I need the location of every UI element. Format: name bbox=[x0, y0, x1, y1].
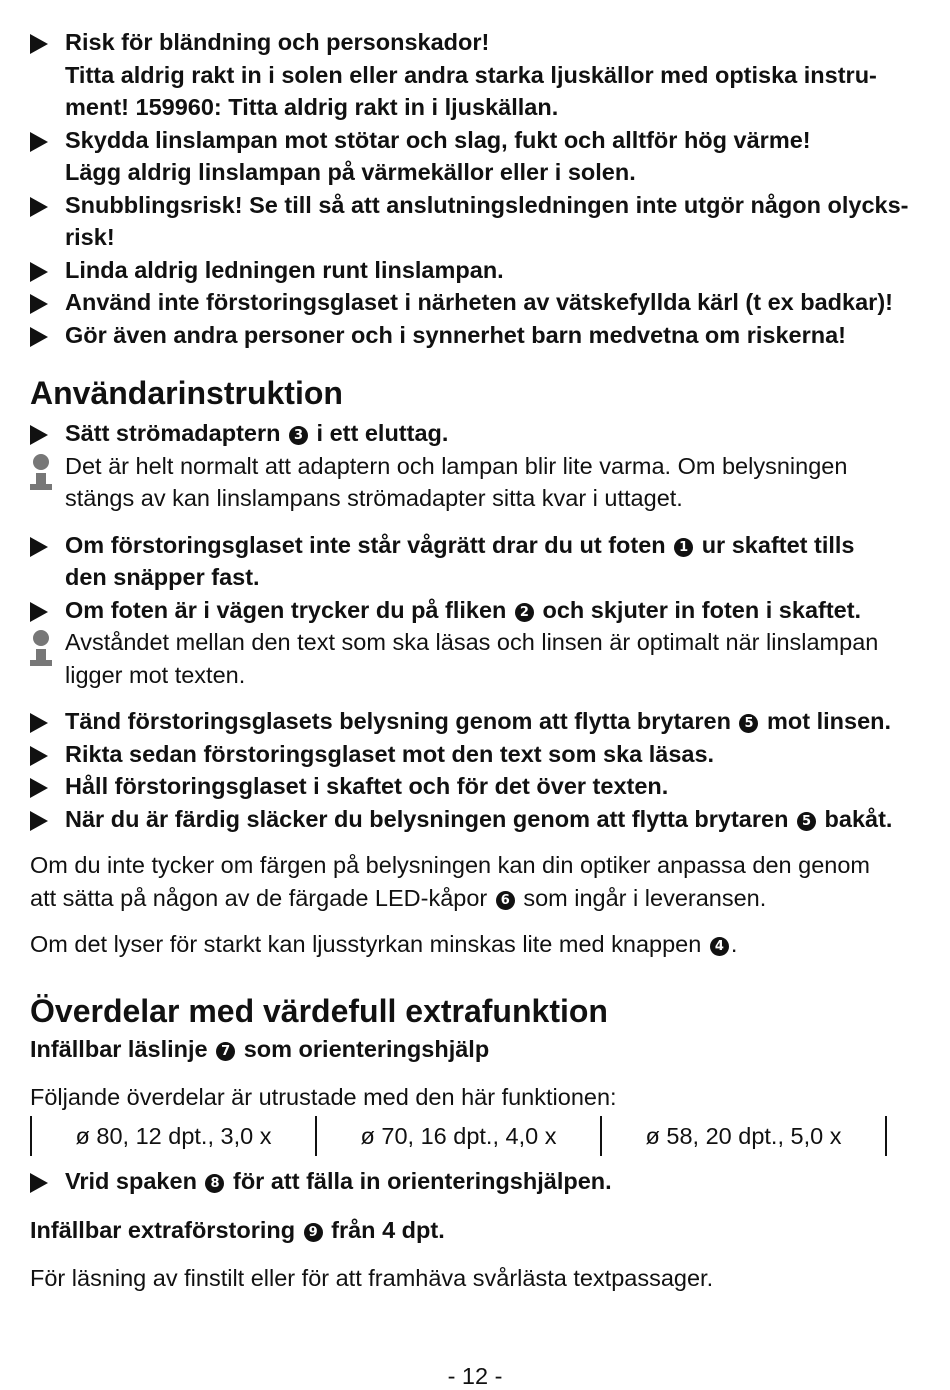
arrow-bullet-icon bbox=[30, 197, 48, 217]
warning-text: risk! bbox=[65, 224, 115, 250]
intro-text: Följande överdelar är utrustade med den här funktionen: bbox=[30, 1083, 617, 1110]
instruction-step: Om förstoringsglaset inte står vågrätt drar du ut foten 1 ur skaftet tills den snäpper fast. bbox=[30, 529, 910, 594]
instruction-step: Sätt strömadaptern 3 i ett eluttag. bbox=[30, 417, 910, 450]
info-note: Det är helt normalt att adaptern och lampan blir lite varma. Om belysningen stängs av kan linslampans strömadapter sitta kvar i uttaget. bbox=[30, 450, 910, 515]
warning-text: Skydda linslampan mot stötar och slag, fukt och alltför hög värme! bbox=[65, 126, 811, 153]
number-marker-icon: 9 bbox=[304, 1223, 323, 1242]
divider bbox=[885, 1116, 887, 1156]
warning-item bbox=[30, 286, 910, 319]
number-marker-icon: 4 bbox=[710, 937, 729, 956]
warning-text: Lägg aldrig linslampan på värmekällor eller i solen. bbox=[65, 159, 636, 185]
info-icon bbox=[30, 630, 52, 670]
arrow-bullet-icon bbox=[30, 34, 48, 54]
warning-item bbox=[30, 124, 910, 189]
instruction-step: Rikta sedan förstoringsglaset mot den text som ska läsas. bbox=[30, 738, 910, 771]
warning-text: ment! 159960: Titta aldrig rakt in i ljuskällan. bbox=[65, 94, 559, 120]
info-icon bbox=[30, 454, 52, 494]
warnings-list bbox=[30, 26, 910, 351]
spec-cell: ø 58, 20 dpt., 5,0 x bbox=[645, 1122, 842, 1149]
number-marker-icon: 5 bbox=[739, 714, 758, 733]
subheading-reading-line: Infällbar läslinje 7 som orienteringshjälp bbox=[30, 1035, 490, 1062]
info-note: Avståndet mellan den text som ska läsas och linsen är optimalt när linslampan ligger mot texten. bbox=[30, 626, 910, 691]
number-marker-icon: 7 bbox=[216, 1042, 235, 1061]
warning-text: Titta aldrig rakt in i solen eller andra starka ljuskällor med optiska instru- bbox=[65, 61, 877, 88]
arrow-bullet-icon bbox=[30, 327, 48, 347]
paragraph-led-caps: Om du inte tycker om färgen på belysningen kan din optiker anpassa den genom att sätta på någon av de färgade LED-kåpor 6 som ingår i leveransen. bbox=[30, 852, 870, 911]
paragraph-brightness: Om det lyser för starkt kan ljusstyrkan minskas lite med knappen 4 . bbox=[30, 931, 738, 957]
number-marker-icon: 3 bbox=[289, 426, 308, 445]
spec-cell: ø 80, 12 dpt., 3,0 x bbox=[75, 1122, 272, 1149]
paragraph-fine-print: För läsning av finstilt eller för att framhäva svårlästa textpassager. bbox=[30, 1264, 714, 1291]
subheading-extra-magnification: Infällbar extraförstoring 9 från 4 dpt. bbox=[30, 1216, 445, 1243]
arrow-bullet-icon bbox=[30, 132, 48, 152]
number-marker-icon: 2 bbox=[515, 603, 534, 622]
warning-item bbox=[30, 189, 910, 254]
section-title-tops: Överdelar med värdefull extrafunktion bbox=[30, 992, 608, 1029]
warning-item bbox=[30, 254, 910, 287]
warning-text: Använd inte förstoringsglaset i närheten av vätskefyllda kärl (t ex badkar)! bbox=[65, 289, 893, 315]
arrow-bullet-icon bbox=[30, 778, 48, 798]
arrow-bullet-icon bbox=[30, 425, 48, 445]
page-number: - 12 - bbox=[447, 1363, 503, 1389]
document-page bbox=[30, 26, 910, 1294]
arrow-bullet-icon bbox=[30, 602, 48, 622]
warning-item bbox=[30, 26, 910, 124]
instruction-step: Tänd förstoringsglasets belysning genom att flytta brytaren 5 mot linsen. bbox=[30, 705, 910, 738]
arrow-bullet-icon bbox=[30, 294, 48, 314]
instruction-step: Om foten är i vägen trycker du på fliken 2 och skjuter in foten i skaftet. bbox=[30, 594, 910, 627]
number-marker-icon: 8 bbox=[205, 1174, 224, 1193]
warning-text: Linda aldrig ledningen runt linslampan. bbox=[65, 256, 504, 283]
arrow-bullet-icon bbox=[30, 537, 48, 557]
warning-text: Risk för bländning och personskador! bbox=[65, 29, 490, 55]
instruction-step: Vrid spaken 8 för att fälla in orienteringshjälpen. bbox=[30, 1165, 910, 1198]
number-marker-icon: 1 bbox=[674, 538, 693, 557]
number-marker-icon: 6 bbox=[496, 891, 515, 910]
spec-cell: ø 70, 16 dpt., 4,0 x bbox=[360, 1122, 557, 1149]
number-marker-icon: 5 bbox=[797, 812, 816, 831]
instruction-step: Håll förstoringsglaset i skaftet och för det över texten. bbox=[30, 770, 910, 803]
arrow-bullet-icon bbox=[30, 262, 48, 282]
section-title-user-instructions: Användarinstruktion bbox=[30, 375, 343, 411]
arrow-bullet-icon bbox=[30, 713, 48, 733]
warning-item bbox=[30, 319, 910, 352]
arrow-bullet-icon bbox=[30, 811, 48, 831]
warning-text: Snubblingsrisk! Se till så att anslutningsledningen inte utgör någon olycks- bbox=[65, 191, 909, 218]
instruction-step: När du är färdig släcker du belysningen genom att flytta brytaren 5 bakåt. bbox=[30, 803, 910, 836]
arrow-bullet-icon bbox=[30, 1173, 48, 1193]
specs-row bbox=[30, 1115, 910, 1157]
warning-text: Gör även andra personer och i synnerhet barn medvetna om riskerna! bbox=[65, 321, 846, 348]
arrow-bullet-icon bbox=[30, 746, 48, 766]
